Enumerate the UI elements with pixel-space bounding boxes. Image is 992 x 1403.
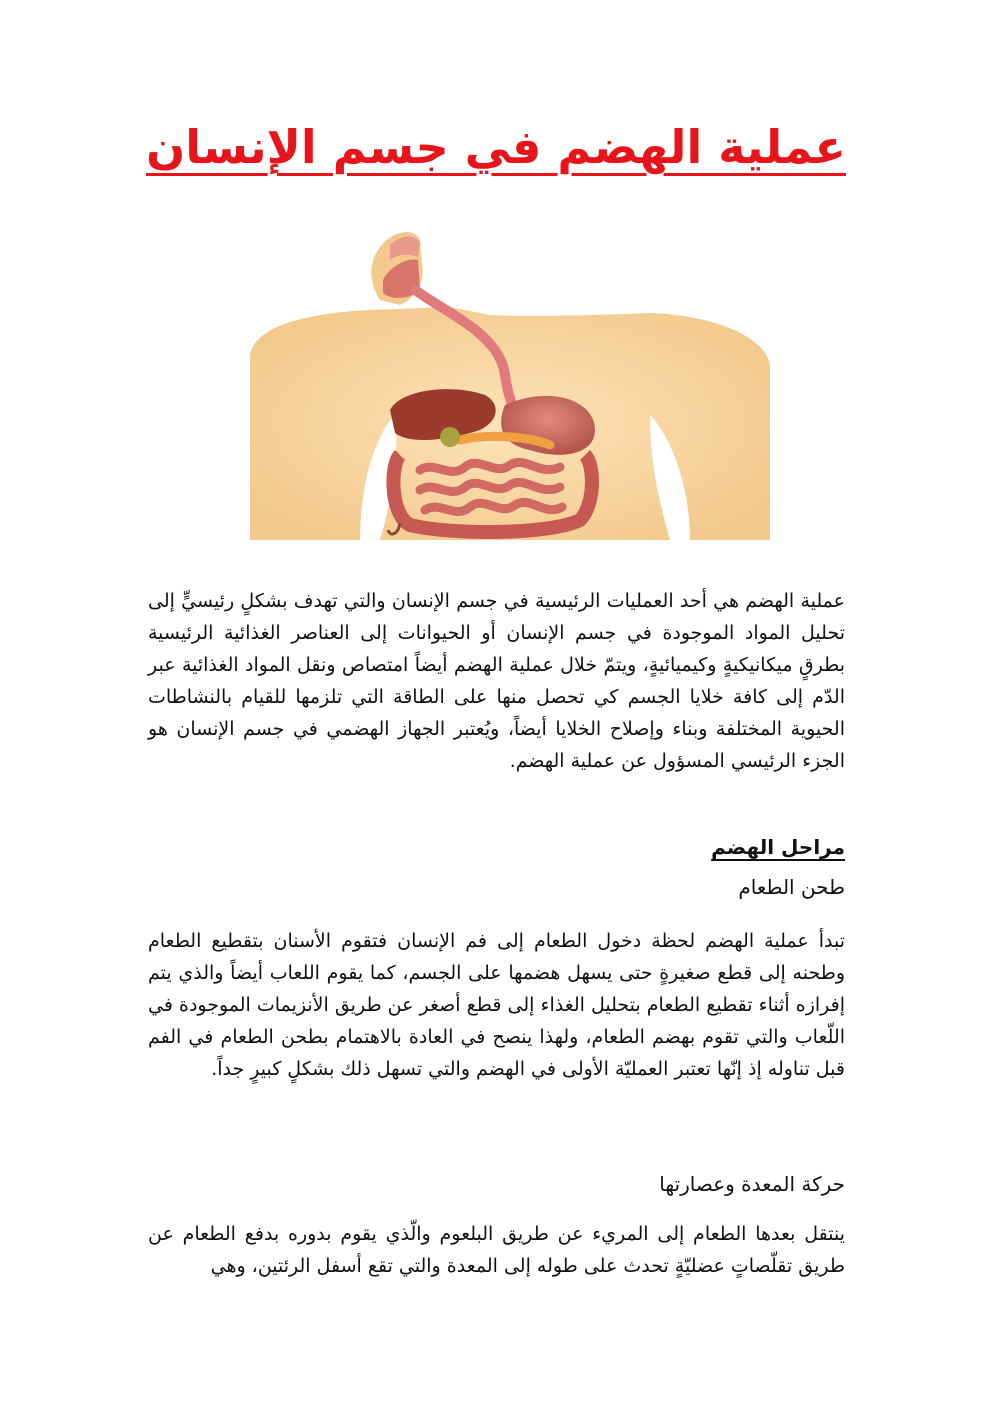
stage-heading-grinding: طحن الطعام	[738, 875, 845, 899]
stage-paragraph-stomach: ينتقل بعدها الطعام إلى المريء عن طريق البلعوم والّذي يقوم بدوره بدفع الطعام عن طريق تقلّصاتٍ عضليّةٍ تحدث على طوله إلى المعدة والتي تقع أسفل الرئتين، وهي	[148, 1223, 845, 1277]
small-intestine	[420, 462, 562, 511]
gallbladder	[440, 427, 460, 447]
stage-paragraph-grinding: تبدأ عملية الهضم لحظة دخول الطعام إلى فم الإنسان فتقوم الأسنان بتقطيع الطعام وطحنه إلى قطع صغيرةٍ حتى يسهل هضمها على الجسم، كما يقوم اللعاب أيضاً والذي يتم إفرازه أثناء تقطيع الطعام بتحليل الغذاء إلى قطع أصغر عن طريق الأنزيمات الموجودة في اللّعاب والتي تقوم بهضم الطعام، ولهذا ينصح في العادة بالاهتمام بطحن الطعام في الفم قبل تناوله إذ إنّها تعتبر العمليّة الأولى في الهضم والتي تسهل ذلك بشكلٍ كبيرٍ جداً.	[148, 930, 845, 1080]
title-text: عملية الهضم في جسم الإنسان	[146, 120, 846, 174]
digestive-system-illustration	[250, 205, 770, 540]
section-heading-digestion-stages: مراحل الهضم	[711, 835, 845, 859]
stage-heading-stomach: حركة المعدة وعصارتها	[659, 1172, 845, 1196]
intro-paragraph: عملية الهضم هي أحد العمليات الرئيسية في جسم الإنسان والتي تهدف بشكلٍ رئيسيٍّ إلى تحليل المواد الموجودة في جسم الإنسان أو الحيوانات إلى العناصر الغذائية الرئيسية بطرقٍ ميكانيكيةٍ وكيميائيةٍ، ويتمّ خلال عملية الهضم أيضاً امتصاص ونقل المواد الغذائية عبر الدّم إلى كافة خلايا الجسم كي تحصل منها على الطاقة التي تلزمها للقيام بالنشاطات الحيوية المختلفة وبناء وإصلاح الخلايا أيضاً، ويُعتبر الجهاز الهضمي في جسم الإنسان هو الجزء الرئيسي المسؤول عن عملية الهضم.	[148, 590, 845, 772]
document-title	[0, 120, 992, 174]
